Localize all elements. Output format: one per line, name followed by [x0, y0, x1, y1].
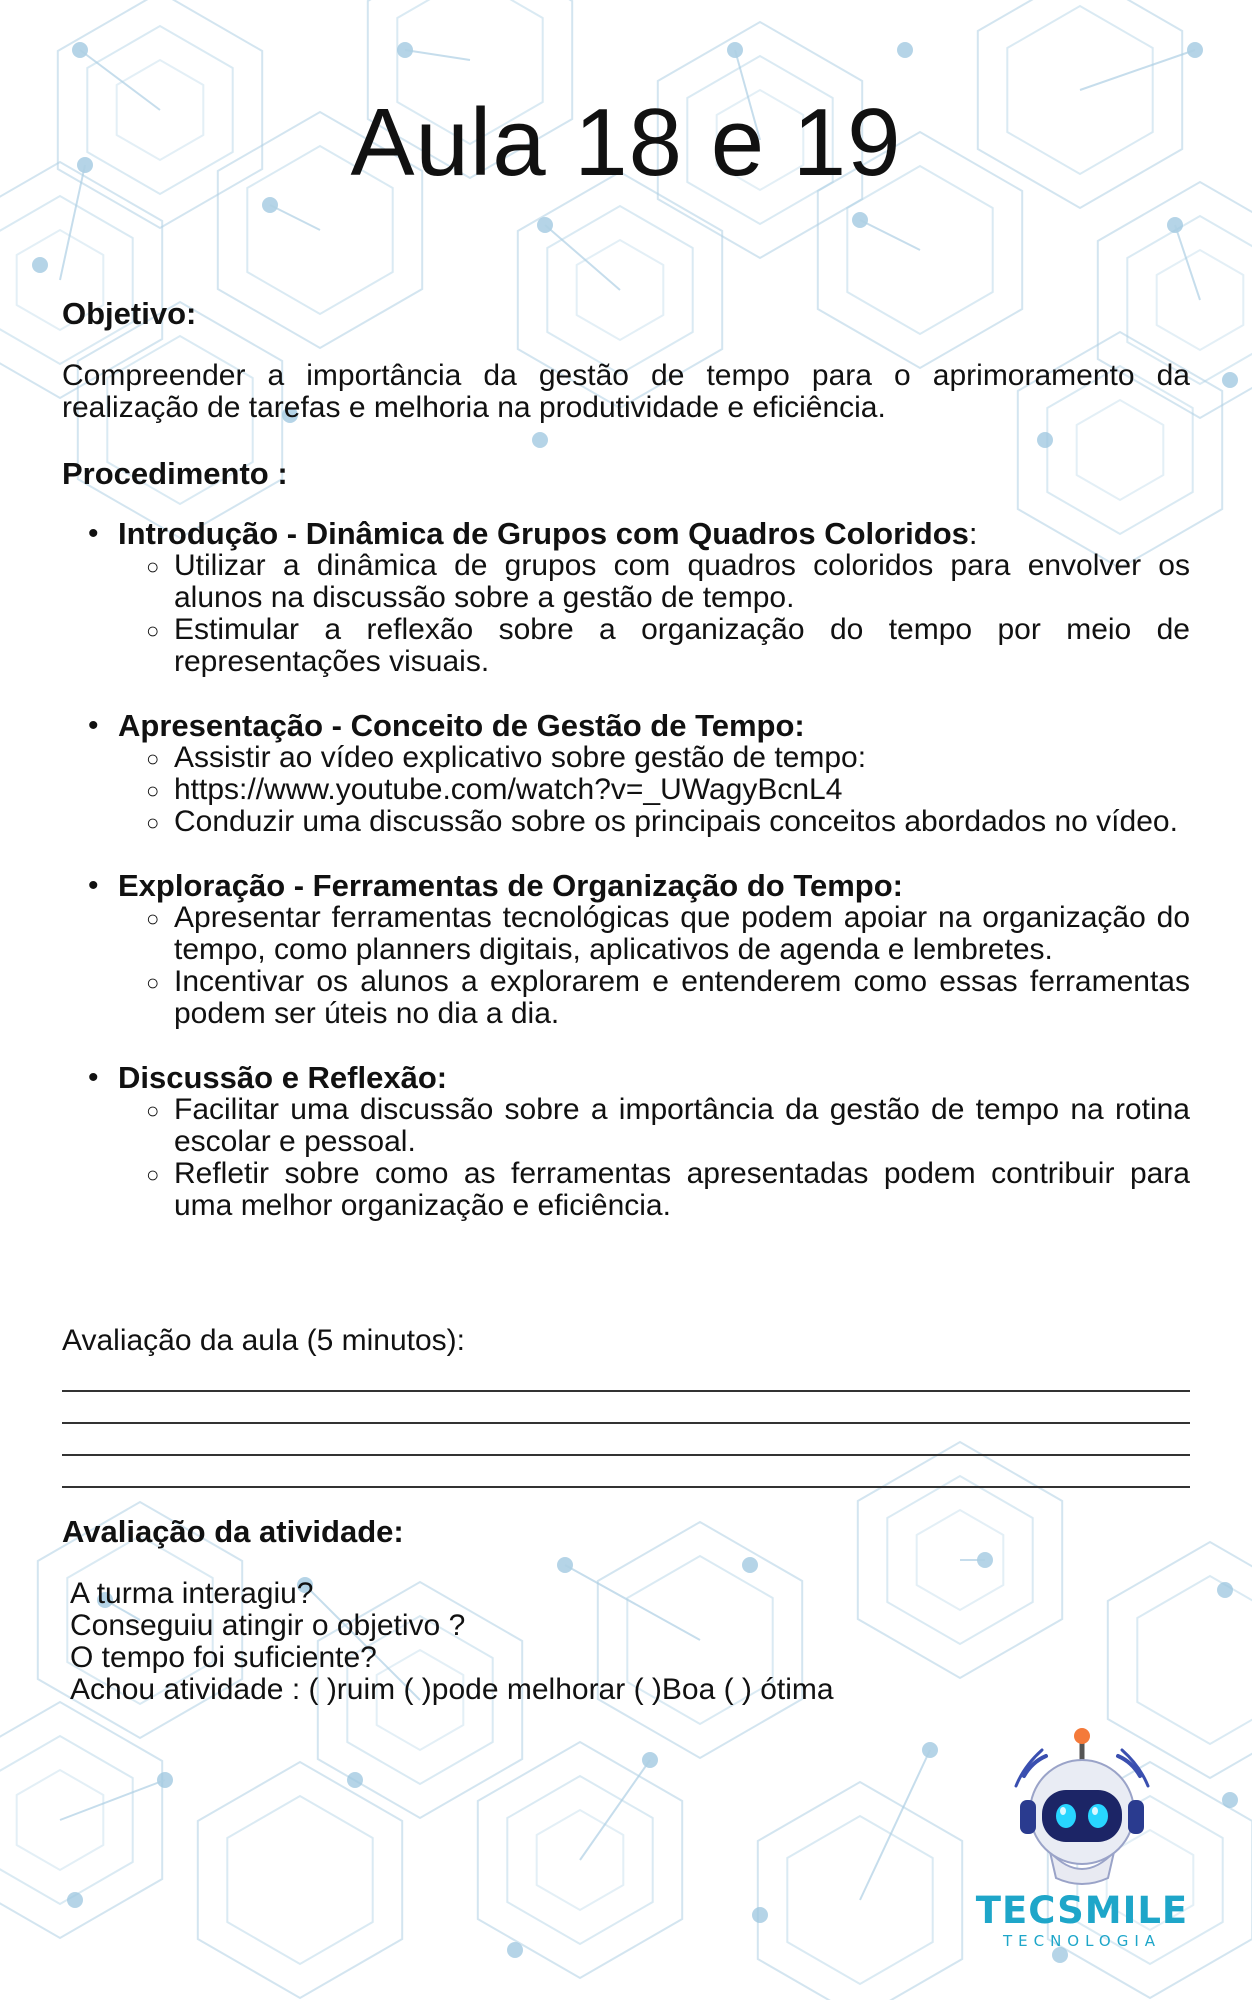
list-item — [118, 902, 1190, 966]
procedure-heading: Procedimento : — [62, 456, 288, 491]
procedure-list — [62, 518, 1190, 1254]
procedure-step — [62, 1062, 1190, 1222]
circle-bullet-icon: ○ — [146, 778, 160, 803]
circle-bullet-icon: ○ — [146, 554, 160, 579]
step-items — [118, 1094, 1190, 1222]
circle-bullet-icon: ○ — [146, 1162, 160, 1187]
page-title: Aula 18 e 19 — [350, 89, 902, 196]
list-item — [118, 806, 1190, 838]
procedure-step — [62, 870, 1190, 1030]
circle-bullet-icon: ○ — [146, 970, 160, 995]
tecsmile-logo — [962, 1720, 1202, 1960]
objective-text: Compreender a importância da gestão de tempo para o aprimoramento da realização de tarefas e melhoria na produtividade e eficiência. — [62, 359, 1190, 424]
list-item-text: Facilitar uma discussão sobre a importância da gestão de tempo na rotina escolar e pessoal. — [174, 1093, 1190, 1158]
list-item — [118, 550, 1190, 614]
step-items — [118, 550, 1190, 678]
brand-tagline: TECNOLOGIA — [1002, 1932, 1162, 1950]
step-items — [118, 902, 1190, 1030]
blank-answer-line[interactable] — [62, 1456, 1190, 1488]
robot-mascot-icon — [962, 1720, 1202, 1890]
bullet-icon: • — [88, 709, 99, 742]
video-link[interactable] — [118, 774, 1190, 806]
blank-answer-line[interactable] — [62, 1424, 1190, 1456]
list-item-text: Assistir ao vídeo explicativo sobre gestão de tempo: — [174, 741, 867, 774]
list-item — [118, 1158, 1190, 1222]
step-title: Discussão e Reflexão: — [118, 1060, 448, 1095]
objective-heading: Objetivo: — [62, 296, 197, 331]
list-item-text: Conduzir uma discussão sobre os principais conceitos abordados no vídeo. — [174, 805, 1178, 838]
list-item — [118, 742, 1190, 774]
circle-bullet-icon: ○ — [146, 746, 160, 771]
activity-evaluation-heading: Avaliação da atividade: — [62, 1514, 404, 1549]
step-title-suffix: : — [968, 516, 978, 551]
step-title: Apresentação - Conceito de Gestão de Tempo: — [118, 708, 805, 743]
list-item-text: Refletir sobre como as ferramentas apresentadas podem contribuir para uma melhor organização e eficiência. — [174, 1157, 1190, 1222]
lesson-evaluation-lines[interactable] — [62, 1360, 1190, 1488]
list-item — [118, 966, 1190, 1030]
circle-bullet-icon: ○ — [146, 1098, 160, 1123]
question-item: Conseguiu atingir o objetivo ? — [70, 1609, 466, 1642]
step-title: Introdução - Dinâmica de Grupos com Quadros Coloridos — [118, 516, 969, 551]
question-item[interactable]: Achou atividade : ( )ruim ( )pode melhorar ( )Boa ( ) ótima — [70, 1673, 834, 1706]
question-item: O tempo foi suficiente? — [70, 1641, 377, 1674]
list-item-text: Estimular a reflexão sobre a organização do tempo por meio de representações visuais. — [174, 613, 1190, 678]
blank-answer-line[interactable] — [62, 1392, 1190, 1424]
bullet-icon: • — [88, 1061, 99, 1094]
circle-bullet-icon: ○ — [146, 810, 160, 835]
procedure-step — [62, 518, 1190, 678]
list-item-text: Apresentar ferramentas tecnológicas que podem apoiar na organização do tempo, como planners digitais, aplicativos de agenda e lembretes. — [174, 901, 1190, 966]
blank-answer-line[interactable] — [62, 1360, 1190, 1392]
list-item-text: Incentivar os alunos a explorarem e entenderem como essas ferramentas podem ser úteis no dia a dia. — [174, 965, 1190, 1030]
activity-questions — [70, 1578, 834, 1706]
step-title: Exploração - Ferramentas de Organização do Tempo: — [118, 868, 903, 903]
brand-name: TECSMILE — [975, 1889, 1189, 1932]
step-items — [118, 742, 1190, 838]
circle-bullet-icon: ○ — [146, 618, 160, 643]
procedure-step — [62, 710, 1190, 838]
bullet-icon: • — [88, 517, 99, 550]
circle-bullet-icon: ○ — [146, 906, 160, 931]
lesson-evaluation-label: Avaliação da aula (5 minutos): — [62, 1324, 466, 1357]
list-item — [118, 1094, 1190, 1158]
list-item — [118, 614, 1190, 678]
list-item-text: Utilizar a dinâmica de grupos com quadros coloridos para envolver os alunos na discussão sobre a gestão de tempo. — [174, 549, 1190, 614]
video-link-text[interactable]: https://www.youtube.com/watch?v=_UWagyBcnL4 — [174, 773, 843, 806]
bullet-icon: • — [88, 869, 99, 902]
question-item: A turma interagiu? — [70, 1577, 314, 1610]
